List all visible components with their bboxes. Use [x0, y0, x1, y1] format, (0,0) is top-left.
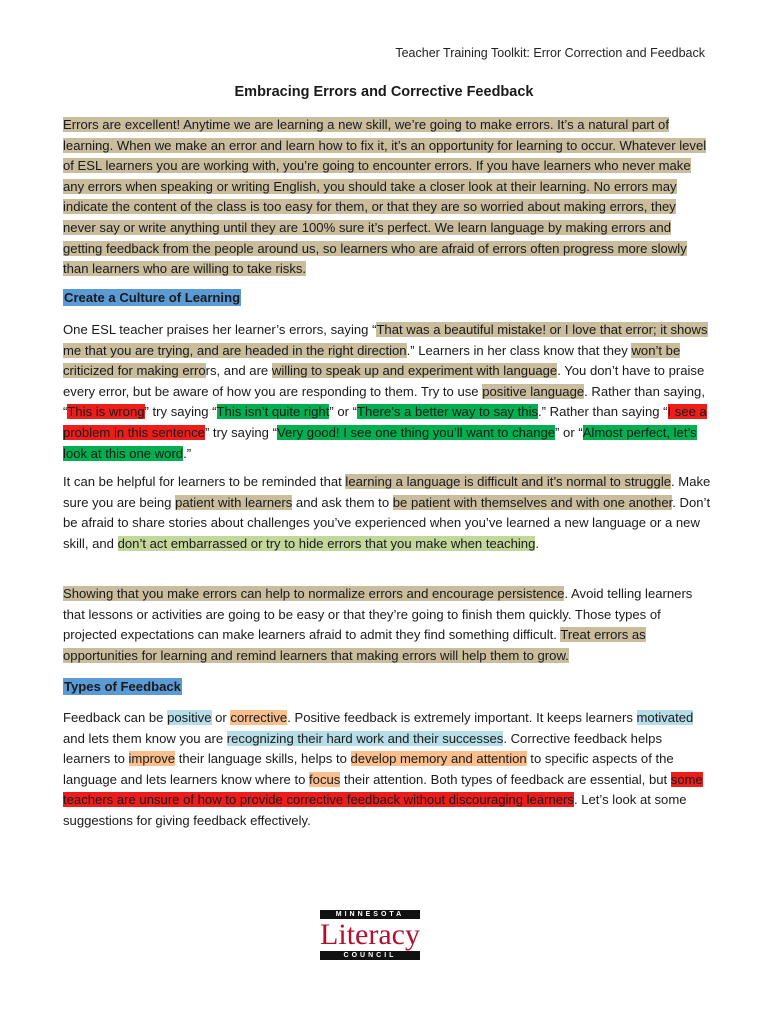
text-run: rs, and are	[205, 363, 272, 379]
intro-highlight: Errors are excellent! Anytime we are learning a new skill, we’re going to make errors. It’s a natural part of learning. When we make an error and learn how to fix it, it’s an opportunity for learning to occur. Whatever level of ESL learners you are working with, you’re going to encounter errors. If you have learners who never make any errors when speaking or writing English, you should take a closer look at their learning. No errors may indicate the content of the class is too easy for them, or that they are so worried about making errors, they never say or write anything until they are 100% sure it’s perfect. We learn language by making errors and getting feedback from the people around us, so learners who are afraid of errors often progress more slowly than learners who are willing to take risks.	[63, 117, 707, 277]
text-run: and ask them to	[292, 494, 393, 510]
text-run: . Let’s look at some suggestions for giving feedback effectively.	[63, 792, 687, 828]
page-title: Embracing Errors and Corrective Feedback	[234, 84, 534, 100]
highlight-tan: Treat errors as opportunities for learning and remind learners that making errors will help them to grow.	[63, 627, 646, 663]
text-run: It can be helpful for learners to be reminded that	[63, 474, 346, 489]
text-run: . Positive feedback is extremely important. It keeps learners	[287, 710, 637, 725]
text-run: . Avoid telling learners that lessons or activities are going to be easy or that they’re going to finish them quickly. Those types of projected expectations can make learners afraid to admit they find something difficult.	[63, 586, 693, 643]
text-run: ” try saying “	[204, 424, 277, 440]
minnesota-literacy-council-logo	[320, 910, 420, 960]
highlight-orange: focus	[309, 771, 341, 787]
text-run: .	[535, 535, 539, 551]
culture-paragraph-2	[63, 472, 711, 554]
culture-paragraph-1	[63, 320, 711, 464]
highlight-light-green: don’t act embarrassed or try to hide errors that you make when teaching	[117, 535, 536, 551]
highlight-orange: develop memory and attention	[350, 751, 527, 767]
highlight-blue: positive	[167, 710, 212, 725]
highlight-red: some teachers are unsure of how to provide corrective feedback without discouraging learners	[63, 771, 703, 808]
text-run: . Don’t be afraid to share stories about challenges you’ve experienced when you’ve learned a new language or a new skill, and	[63, 494, 711, 551]
text-run: to specific aspects of the language and lets learners know where to	[63, 751, 674, 787]
highlight-green: Almost perfect, let’s look at this one word	[63, 424, 697, 461]
text-run: ” try saying “	[144, 404, 217, 420]
highlight-orange: corrective	[230, 710, 288, 725]
highlight-green: Very good! I see one thing you’ll want to change	[276, 424, 556, 440]
text-run: .” Learners in her class know that they	[406, 342, 632, 358]
highlight-tan: won’t be criticized for making erro	[63, 342, 681, 379]
highlight-tan: positive language	[482, 383, 585, 399]
highlight-orange: improve	[128, 751, 176, 767]
text-run: .” Rather than saying “	[537, 404, 668, 420]
text-run: their language skills, helps to	[175, 751, 351, 767]
highlight-blue: recognizing their hard work and their successes	[226, 730, 504, 746]
text-run: . Corrective feedback helps learners to	[63, 730, 662, 767]
highlight-red: This is wrong	[67, 404, 145, 420]
logo-top-bar: MINNESOTA	[320, 910, 420, 919]
text-run: .”	[183, 445, 192, 461]
highlight-green: This isn’t quite right	[216, 404, 330, 420]
text-run: . Make sure you are being	[63, 474, 711, 510]
logo-bottom-bar: COUNCIL	[320, 951, 420, 960]
text-run: . Rather than saying, “	[63, 383, 705, 420]
highlight-tan: patient with learners	[175, 494, 293, 510]
highlight-tan: That was a beautiful mistake! or I love that error; it shows me that you are trying, and are headed in the right direction	[63, 322, 708, 358]
section-heading-culture: Create a Culture of Learning	[64, 290, 241, 305]
section-heading-feedback: Types of Feedback	[64, 679, 181, 694]
highlight-tan: be patient with themselves and with one another	[392, 494, 673, 510]
text-run: ” or “	[329, 404, 357, 420]
text-run: . You don’t have to praise every error, but be aware of how you are responding to them. Try to use	[63, 363, 705, 399]
text-run: ” or “	[555, 424, 583, 440]
text-run: or	[211, 710, 231, 725]
text-run: Feedback can be	[63, 710, 168, 725]
logo-wordmark: Literacy	[320, 918, 420, 951]
running-header: Teacher Training Toolkit: Error Correction and Feedback	[395, 46, 705, 60]
highlight-tan: Showing that you make errors can help to normalize errors and encourage persistence	[63, 586, 565, 601]
highlight-tan: willing to speak up and experiment with language	[271, 363, 558, 379]
text-run: One ESL teacher praises her learner’s errors, saying “	[63, 322, 377, 337]
highlight-tan: learning a language is difficult and it’s normal to struggle	[345, 474, 672, 489]
highlight-blue: motivated	[636, 710, 694, 725]
intro-paragraph	[63, 115, 711, 280]
text-run: and lets them know you are	[63, 730, 227, 746]
feedback-paragraph	[63, 708, 711, 832]
culture-paragraph-3	[63, 584, 711, 666]
highlight-red: I see a problem in this sentence	[63, 404, 707, 440]
text-run: their attention. Both types of feedback are essential, but	[340, 771, 671, 787]
highlight-green: There’s a better way to say this	[357, 404, 538, 420]
